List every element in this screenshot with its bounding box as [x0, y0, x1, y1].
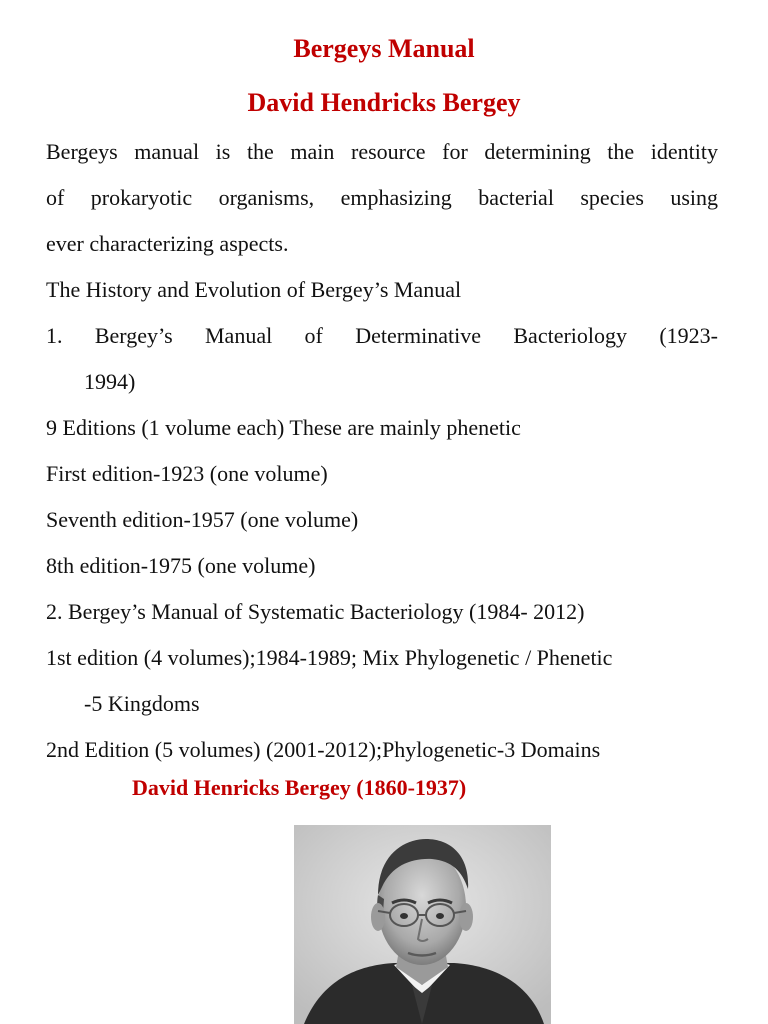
- portrait-illustration: [294, 825, 551, 1024]
- portrait-photo: [294, 825, 551, 1024]
- paragraph-line-1: Bergeys manual is the main resource for determining the identity: [46, 139, 718, 164]
- sys-second-edition: 2nd Edition (5 volumes) (2001-2012);Phylogenetic-3 Domains: [46, 737, 601, 762]
- document-subtitle: David Hendricks Bergey: [247, 88, 521, 117]
- sys-first-edition-line-1: 1st edition (4 volumes);1984-1989; Mix Phylogenetic / Phenetic: [46, 645, 613, 670]
- paragraph-line-3: ever characterizing aspects.: [46, 231, 289, 256]
- eighth-edition: 8th edition-1975 (one volume): [46, 553, 316, 578]
- photo-caption: David Henricks Bergey (1860-1937): [132, 775, 467, 800]
- item2: 2. Bergey’s Manual of Systematic Bacteriology (1984- 2012): [46, 599, 585, 624]
- paragraph-line-2: of prokaryotic organisms, emphasizing bacterial species using: [46, 185, 718, 210]
- history-heading: The History and Evolution of Bergey’s Manual: [46, 277, 462, 302]
- document-title: Bergeys Manual: [293, 34, 475, 63]
- item1-line-2: 1994): [84, 369, 136, 394]
- item1-line-1: 1. Bergey’s Manual of Determinative Bacteriology (1923-: [46, 323, 718, 348]
- sys-first-edition-line-2: -5 Kingdoms: [84, 691, 200, 716]
- editions-note: 9 Editions (1 volume each) These are mainly phenetic: [46, 415, 521, 440]
- seventh-edition: Seventh edition-1957 (one volume): [46, 507, 359, 532]
- first-edition: First edition-1923 (one volume): [46, 461, 328, 486]
